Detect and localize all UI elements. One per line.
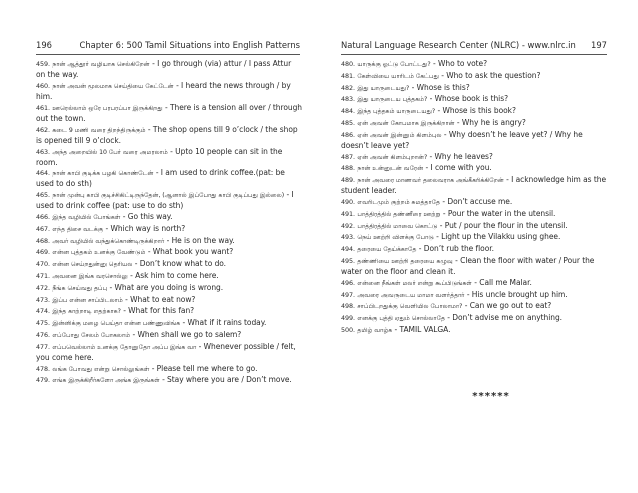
entry-number: 489.	[341, 176, 356, 185]
right-entry-list	[341, 59, 611, 337]
right-header-rule	[341, 54, 607, 55]
tamil-text: இது யாருடையது?	[357, 84, 410, 92]
tamil-text: நான் காபி குடிக்க பழகி கொண்டேன்	[52, 170, 154, 178]
phrase-entry	[341, 94, 611, 105]
english-text: - What book you want?	[145, 247, 234, 257]
entry-number: 480.	[341, 60, 356, 68]
english-text: - When shall we go to salem?	[130, 329, 242, 339]
english-text: - Don’t know what to do.	[132, 259, 227, 269]
phrase-entry	[341, 59, 611, 70]
english-text: - There is a tension all over / through out the town.	[36, 102, 302, 123]
entry-number: 462.	[36, 125, 51, 134]
english-text: - I go through (via) attur / I pass Attur on the way.	[36, 59, 292, 80]
phrase-entry	[341, 325, 611, 336]
phrase-entry	[341, 244, 611, 255]
phrase-entry	[341, 163, 611, 174]
entry-number: 476.	[36, 330, 51, 339]
english-text: - Whose is this?	[409, 82, 470, 92]
entry-number: 487.	[341, 152, 356, 161]
tamil-text: தமிழ் வாழ்க	[357, 326, 393, 334]
tamil-text: எப்போது சேலம் போகலாம்	[52, 331, 131, 339]
english-text: - Why doesn’t he leave yet? / Why he doesn’t leave yet?	[341, 129, 583, 150]
english-text: - Go this way.	[120, 212, 173, 222]
tamil-text: அவரை அவருடைய மாமா வளர்த்தார்	[357, 291, 465, 299]
phrase-entry	[341, 118, 611, 129]
phrase-entry	[36, 236, 302, 247]
english-text: - What are you doing is wrong.	[107, 282, 224, 292]
entry-number: 498.	[341, 302, 356, 311]
english-text: - Call me Malar.	[471, 277, 532, 287]
tamil-text: என்ன செய்றதுன்னு தெரியல	[52, 261, 133, 269]
entry-number: 491.	[341, 209, 356, 218]
english-text: - Whose is this book?	[435, 106, 516, 116]
tamil-text: நெய் ஊற்றி விளக்கு போடு	[357, 234, 434, 242]
tamil-text: இந்த புத்தகம் யாருடையது?	[357, 108, 436, 116]
phrase-entry	[36, 59, 302, 80]
entry-number: 475.	[36, 319, 51, 328]
english-text: - Put / pour the flour in the utensil.	[437, 220, 568, 230]
english-text: - Clean the floor with water / Pour the water on the floor and clean it.	[341, 255, 595, 276]
left-page-header	[36, 40, 300, 51]
entry-number: 461.	[36, 103, 51, 112]
entry-number: 459.	[36, 60, 51, 68]
phrase-entry	[36, 283, 302, 294]
tamil-text: பாத்திரத்தில் மாவை கொட்டு	[357, 222, 438, 230]
entry-number: 490.	[341, 198, 356, 206]
english-text: - Who to ask the question?	[438, 70, 541, 80]
phrase-entry	[341, 278, 611, 289]
entry-number: 483.	[341, 95, 356, 104]
tamil-text: தண்ணியை ஊற்றி தரையை கழுவு	[357, 257, 453, 265]
english-text: - Why he is angry?	[454, 117, 526, 127]
entry-number: 493.	[341, 233, 356, 242]
english-text: - What if it rains today.	[180, 318, 267, 328]
tamil-text: அவர் வழியில் வந்துக்கொண்டிருக்கிறார்	[52, 237, 165, 245]
entry-number: 478.	[36, 364, 51, 373]
left-header-rule	[36, 54, 300, 55]
right-page-number: 197	[591, 40, 607, 50]
english-text: - I acknowledge him as the student leader.	[341, 175, 607, 196]
english-text: - I am used to drink coffee.(pat: be used to do sth)	[36, 168, 285, 189]
tamil-text: நான் அவரை மாணவர் தலைவராக அங்கீகரிக்கிறேன்	[357, 177, 504, 185]
tamil-text: யாருக்கு ஓட்டு போட்டது?	[357, 61, 431, 68]
english-text: - Whenever possible / felt, you come here.	[36, 341, 296, 362]
tamil-text: அவனை இங்க வரசொல்லு	[52, 273, 128, 281]
tamil-text: நீங்க செய்வது தப்பு	[52, 284, 108, 292]
phrase-entry	[36, 247, 302, 258]
english-text: - Pour the water in the utensil.	[440, 208, 556, 218]
entry-number: 470.	[36, 260, 51, 269]
tamil-text: ஊரெல்லாம் ஒரே பரபரப்பா இருக்கிறது	[52, 104, 163, 112]
tamil-text: ஏன் அவன் கிளம்புறான்?	[357, 153, 428, 161]
phrase-entry	[36, 306, 302, 317]
tamil-text: என்ன புத்தகம் உனக்கு வேண்டும்	[52, 249, 146, 257]
english-text: - Ask him to come here.	[127, 271, 219, 281]
entry-number: 468.	[36, 236, 51, 245]
english-text: - What for this fan?	[120, 306, 195, 316]
tamil-text: என்னை நீங்கள் மலர் என்று கூப்பிடுங்கள்	[357, 279, 472, 287]
entry-number: 481.	[341, 71, 356, 80]
english-text: - I used to drink coffee (pat: use to do sth)	[36, 190, 294, 211]
phrase-entry	[36, 259, 302, 270]
phrase-entry	[36, 81, 302, 102]
tamil-text: கேள்வியை யாரிடம் கேட்பது	[357, 72, 439, 80]
entry-number: 500.	[341, 325, 356, 334]
entry-number: 495.	[341, 256, 356, 265]
phrase-entry	[341, 71, 611, 82]
phrase-entry	[341, 83, 611, 94]
tamil-text: ஏன் அவன் கோபமாக இருக்கிறான்	[357, 119, 455, 127]
tamil-text: சாப்பிடறதுக்கு வெளியில போலாமா?	[357, 303, 463, 311]
phrase-entry	[36, 330, 302, 341]
phrase-entry	[36, 375, 302, 386]
tamil-text: எனக்கு புத்தி ஏதும் சொல்லாதே	[357, 315, 445, 323]
right-page-header	[341, 40, 607, 51]
phrase-entry	[341, 290, 611, 301]
phrase-entry	[341, 232, 611, 243]
entry-number: 471.	[36, 272, 51, 281]
entry-number: 463.	[36, 147, 51, 156]
entry-number: 492.	[341, 221, 356, 230]
right-header-title: Natural Language Research Center (NLRC) - www.nlrc.in	[341, 40, 576, 50]
left-entry-list	[36, 59, 302, 387]
tamil-text: எந்த திசை வடக்கு	[52, 225, 104, 233]
phrase-entry	[341, 175, 611, 196]
tamil-text: இது யாருடைய புத்தகம்?	[357, 96, 428, 104]
phrase-entry	[36, 271, 302, 282]
english-text: - What to eat now?	[122, 294, 196, 304]
english-text: - I heard the news through / by him.	[36, 80, 291, 101]
phrase-entry	[36, 147, 302, 168]
tamil-text: பாத்திரத்தில் தண்ணீரை ஊற்று	[357, 210, 441, 218]
english-text: - Upto 10 people can sit in the room.	[36, 146, 283, 167]
entry-number: 488.	[341, 164, 356, 173]
entry-number: 494.	[341, 245, 356, 254]
right-page	[319, 0, 638, 493]
phrase-entry	[36, 318, 302, 329]
phrase-entry	[36, 364, 302, 375]
phrase-entry	[341, 301, 611, 312]
entry-number: 466.	[36, 213, 51, 222]
tamil-text: இந்த வழியில் போங்கள்	[52, 214, 121, 222]
entry-number: 460.	[36, 81, 51, 90]
tamil-text: நான் ஆத்தூர் வழியாக செல்கிறேன்	[52, 61, 150, 68]
tamil-text: லங்க போவது என்று சொல்லுங்கள்	[52, 365, 150, 373]
tamil-text: எங்க இருக்கிறீர்களோ அங்க இருங்கள்	[52, 377, 160, 385]
phrase-entry	[36, 212, 302, 223]
phrase-entry	[36, 295, 302, 306]
tamil-text: எவரிடமும் குற்றம் சுமத்தாதே	[357, 199, 441, 206]
tamil-text: தரையை தேய்க்காதே	[357, 246, 417, 254]
phrase-entry	[341, 209, 611, 220]
tamil-text: இன்னிக்கு மழை பெய்தா என்ன பண்ணுவிங்க	[52, 320, 181, 328]
phrase-entry	[341, 197, 611, 208]
english-text: - Don’t advise me on anything.	[444, 313, 562, 323]
english-text: - Stay where you are / Don’t move.	[159, 375, 292, 385]
phrase-entry	[36, 168, 302, 189]
phrase-entry	[36, 224, 302, 235]
entry-number: 469.	[36, 248, 51, 257]
tamil-text: ஏன் அவன் இன்னும் கிளம்புல	[357, 131, 442, 139]
phrase-entry	[36, 342, 302, 363]
entry-number: 485.	[341, 118, 356, 127]
english-text: - Don’t accuse me.	[440, 197, 513, 206]
tamil-text: கடை 9 மணி வரை திறந்திருக்கும்	[52, 126, 146, 134]
english-text: - I come with you.	[423, 163, 492, 173]
english-text: - Why he leaves?	[427, 151, 493, 161]
entry-number: 496.	[341, 278, 356, 287]
entry-number: 474.	[36, 307, 51, 316]
entry-number: 484.	[341, 107, 356, 116]
english-text: - Please tell me where to go.	[149, 363, 258, 373]
english-text: - His uncle brought up him.	[464, 289, 568, 299]
phrase-entry	[36, 190, 302, 211]
tamil-text: நான் உன்னுடன் வரேன்	[357, 165, 424, 173]
entry-number: 467.	[36, 224, 51, 233]
end-mark: ******	[472, 391, 510, 402]
phrase-entry	[341, 313, 611, 324]
english-text: - The shop opens till 9 o’clock / the shop is opened till 9 o’clock.	[36, 124, 298, 145]
tamil-text: எப்பவெல்லாம் உனக்கு தோனுதோ அப்ப இங்க வா	[52, 343, 197, 351]
left-page-number: 196	[36, 40, 52, 50]
tamil-text: இந்த காற்றாடி எதற்காக?	[52, 308, 121, 316]
entry-number: 497.	[341, 290, 356, 299]
english-text: - Light up the Vilakku using ghee.	[433, 232, 561, 242]
phrase-entry	[341, 221, 611, 232]
english-text: - Who to vote?	[430, 59, 488, 68]
phrase-entry	[36, 103, 302, 124]
entry-number: 472.	[36, 283, 51, 292]
english-text: - Don’t rub the floor.	[416, 244, 494, 254]
tamil-text: நான் அவன் மூலமாக செய்தியை கேட்டேன்	[52, 82, 174, 90]
phrase-entry	[341, 130, 611, 151]
tamil-text: நான் முன்பு காபி குடிச்சிகிட்டிருந்தேன், (ஆனால் இப்போது காபி குடிப்பது இல்லை)	[52, 192, 285, 200]
english-text: - TAMIL VALGA.	[392, 324, 451, 334]
entry-number: 499.	[341, 314, 356, 323]
entry-number: 479.	[36, 376, 51, 385]
phrase-entry	[341, 256, 611, 277]
english-text: - He is on the way.	[164, 235, 235, 245]
phrase-entry	[341, 106, 611, 117]
tamil-text: அந்த அறையில் 10 பேர் வரை அமரலாம்	[52, 148, 168, 156]
entry-number: 465.	[36, 191, 51, 200]
entry-number: 486.	[341, 130, 356, 139]
entry-number: 477.	[36, 342, 51, 351]
entry-number: 482.	[341, 83, 356, 92]
phrase-entry	[341, 152, 611, 163]
left-header-title: Chapter 6: 500 Tamil Situations into English Patterns	[79, 40, 300, 50]
entry-number: 464.	[36, 169, 51, 178]
english-text: - Which way is north?	[103, 223, 186, 233]
english-text: - Can we go out to eat?	[462, 301, 552, 311]
tamil-text: இப்ப என்ன சாப்பிடலாம்	[52, 296, 123, 304]
english-text: - Whose book is this?	[427, 94, 508, 104]
phrase-entry	[36, 125, 302, 146]
entry-number: 473.	[36, 295, 51, 304]
